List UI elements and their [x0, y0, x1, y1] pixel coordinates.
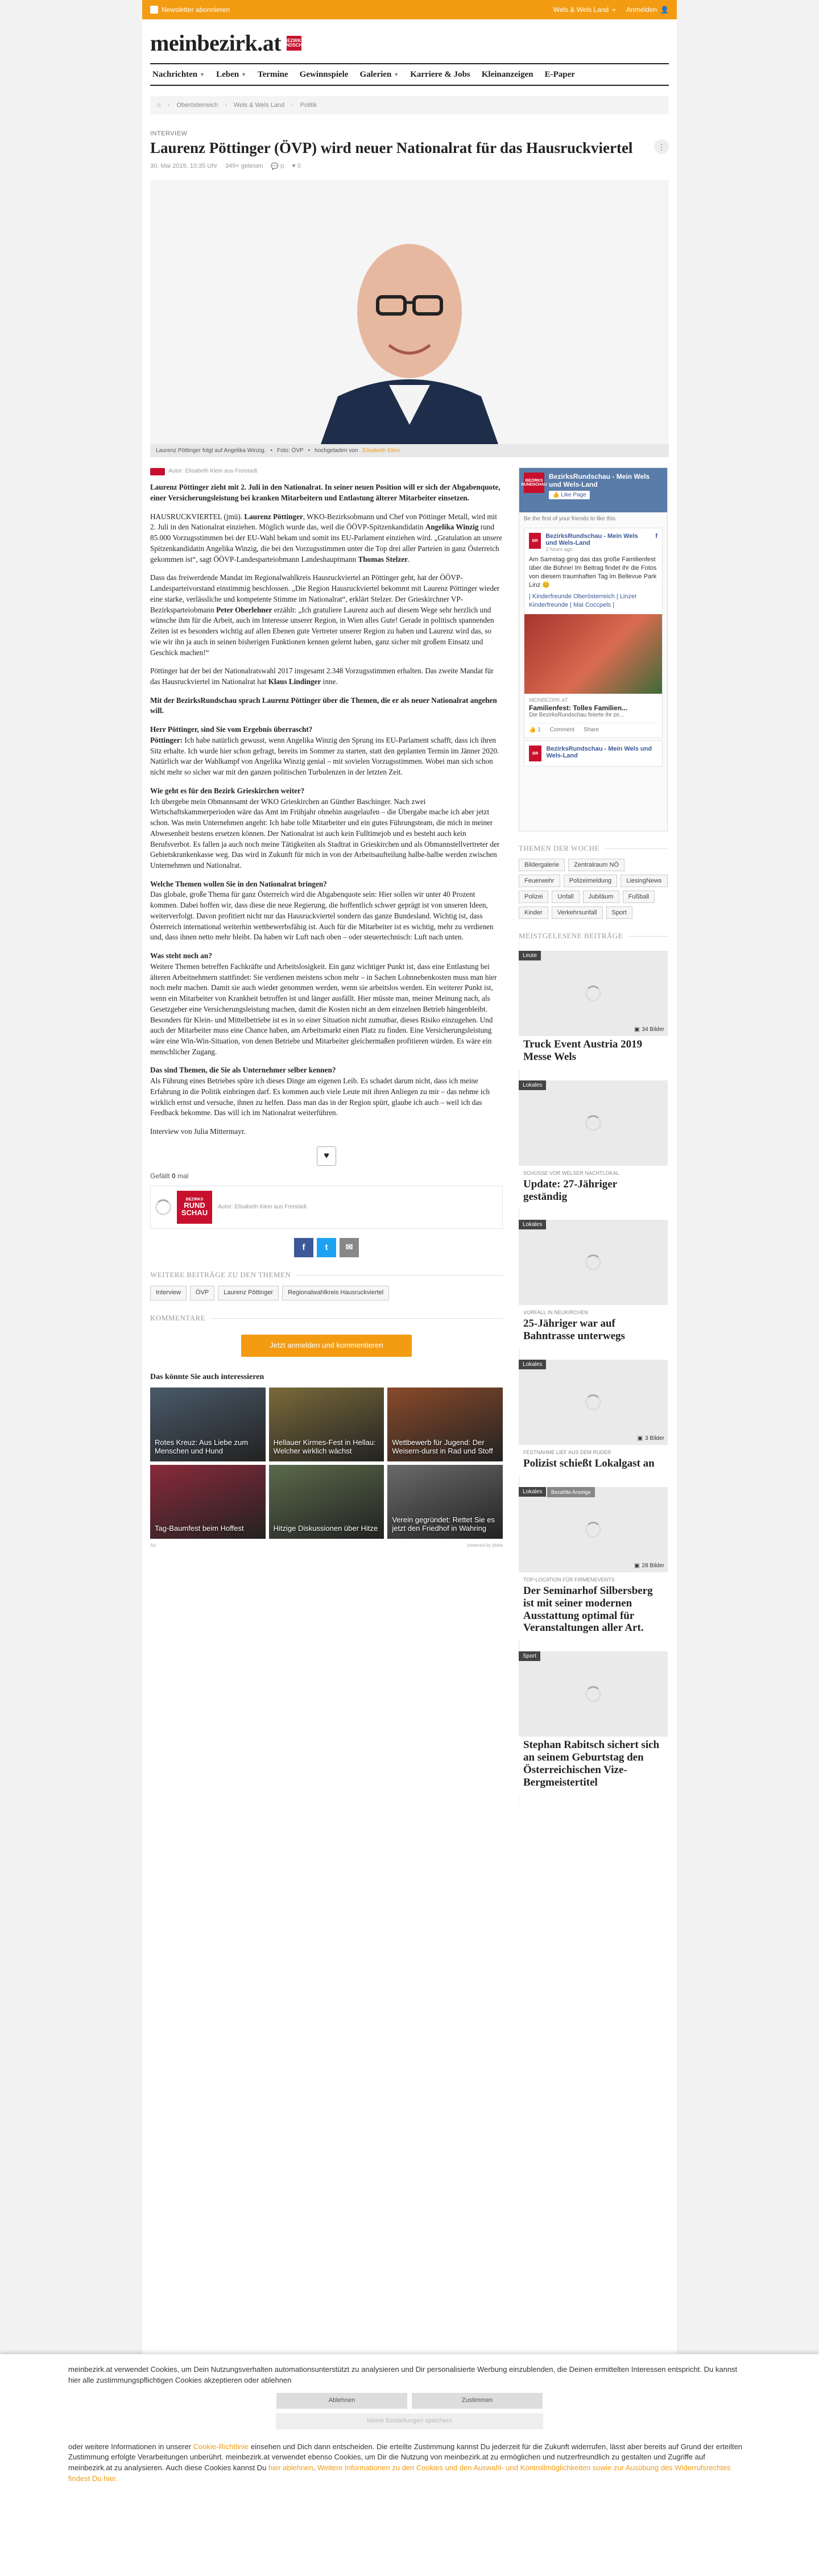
photo-count-label: 3 Bilder — [645, 1435, 664, 1442]
breadcrumb-item[interactable]: Oberösterreich — [176, 102, 218, 109]
nav-item-label: E-Paper — [544, 69, 575, 79]
themen-tags — [519, 859, 668, 919]
nav-item[interactable] — [359, 70, 399, 80]
cookie-details-text: oder weitere Informationen in unserer Cookie-Richtlinie einsehen und Dich dann entscheiden. Die erteilte Zustimmung kannst Du jederzeit für die Zukunft widerrufen, lässt aber bereits auf Grund der erteilten Zustimmung erfolgte Verarbeitungen unberührt. meinbezirk.at verwendet ebenso Cookies, um Dir die Nutzung von meinbezirk.at zu ermöglichen und nutzerfreundlich zu gestalten und Zugriffe auf meinbezirk.at zu analysieren. Auch diese Cookies kannst Du hier ablehnen. Weitere Informationen zu den Cookies und den Auswahl- und Kontrollmöglichkeiten sowie zur Ausübung des Widerrufsrechtes findest Du hier. — [68, 2442, 743, 2483]
share-buttons — [150, 1238, 503, 1257]
topic-tag[interactable]: Interview — [150, 1286, 187, 1301]
card-kicker: SCHÜSSE VOR WELSER NACHTLOKAL — [523, 1170, 619, 1176]
liked-count: Gefällt 0 mal — [150, 1171, 189, 1180]
login-link[interactable]: Anmelden 👤 — [626, 6, 669, 14]
image-loading-icon — [585, 1115, 601, 1131]
card-category-badge: Sport — [519, 1651, 540, 1661]
facebook-widget — [519, 467, 668, 831]
related-heading: WEITERE BEITRÄGE ZU DEN THEMEN — [150, 1270, 503, 1280]
recommendation-title: Hitzige Diskussionen über Hitze — [273, 1524, 378, 1533]
camera-icon: ▣ — [634, 1562, 640, 1569]
post-author[interactable]: BezirksRundschau - Mein Wels und Wels-Land — [546, 746, 652, 760]
mail-share-icon[interactable]: ✉ — [340, 1238, 359, 1257]
nav-item-label: Kleinanzeigen — [481, 69, 533, 79]
logo-badge: BEZIRKS RUNDSCHAU — [287, 36, 301, 51]
paragraph: HAUSRUCKVIERTEL (jmü). Laurenz Pöttinger, WKO-Bezirksobmann und Chef von Pöttinger Metall, wird mit 2. Juli in den Nationalrat einziehen. Möglich wurde das, weil die ÖÖVP-Spitzenkandidatin Angelika Winzig rund 85.000 Vorzugsstimmen bei der EU-Wahl bekam und somit ins EU-Parlament einziehen wird. „Gratulation an unsere Spitzenkandidatin Angelika Winzig, die bei den Vorzugsstimmen unter die Top drei aller Parteien in ganz Österreich gekommen ist“, sagt ÖÖVP-Landesparteiobmann Landeshauptmann Thomas Stelzer. — [150, 512, 502, 564]
user-icon: 👤 — [660, 6, 669, 14]
topic-tag[interactable]: Verkehrsunfall — [552, 906, 603, 919]
image-caption: Laurenz Pöttinger folgt auf Angelika Winzig. • Foto: ÖVP • hochgeladen von Elisabeth Klein — [150, 444, 669, 457]
image-loading-icon — [585, 1686, 601, 1702]
portrait-photo — [150, 180, 669, 444]
cookie-reject-button[interactable]: Ablehnen — [276, 2393, 407, 2409]
newsletter-link[interactable]: Newsletter abonnieren — [150, 6, 230, 14]
post-body: Am Samstag ging das das große Familienfest über die Bühne! Im Beitrag findet ihr die Fotos von diesem traumhaften Tag im Bellevue Park Linz 😊 — [529, 556, 657, 589]
ad-label: Ad — [150, 1542, 156, 1548]
cookie-banner — [0, 2354, 819, 2576]
chevron-down-icon: ▼ — [200, 72, 205, 77]
recommendation-tile[interactable] — [150, 1465, 266, 1539]
avatar-loading-icon — [155, 1199, 171, 1215]
interview-qa: Welche Themen wollen Sie in den Nationalrat bringen? Das globale, große Thema für ganz Österreich wird die Abgabenquote sein: Hier sollen wir unter 40 Prozent kommen. Dabei hoffen wir, dass diese die neue Regierung, die hoffentlich schwer geprägt ist von unseren Ideen, weiterverfolgt. Davon profitiert nicht nur das Hausruckviertel sondern das ganze Bundesland. Wichtig ist, dass Österreich international weiterhin wettbewerbsfähig ist. Auch für die Mitarbeiter ist es wichtig, mehr zu verdienen und, dass ihnen netto mehr bleibt. Da haben wir Luft nach oben – oder steuertechnisch: Luft nach unten. — [150, 879, 494, 942]
post-author[interactable]: BezirksRundschau - Mein Wels und Wels-Land — [545, 533, 638, 547]
cookie-policy-link[interactable]: Cookie-Richtlinie — [193, 2442, 249, 2451]
photo-count — [634, 1563, 664, 1569]
topic-tag[interactable]: Polizeimeldung — [564, 875, 618, 887]
sponsored-badge: Bezahlte Anzeige — [547, 1487, 595, 1497]
card-category-badge: Lokales — [519, 1080, 546, 1090]
interest-heading: Das könnte Sie auch interessieren — [150, 1372, 264, 1381]
topic-tag[interactable]: Laurenz Pöttinger — [218, 1286, 279, 1301]
facebook-icon: f — [655, 533, 657, 540]
camera-icon: ▣ — [637, 1435, 643, 1442]
interview-qa: Wie geht es für den Bezirk Grieskirchen weiter? Ich übergebe mein Obmannsamt der WKO Grieskirchen an Günther Baschinger. Nach zwei Wirtschaftskammerperioden wäre das Amt im Frühjahr ohnehin ausgelaufen – die Übergabe mache ich aber jetzt schon. Was mein Unternehmen angeht: Ich habe tolle Mitarbeiter und ein gutes Führungsteam, die mich in meiner Abwesenheit bestens ersetzen können. Der Nationalrat ist auch kein Fulltimejob und es besteht auch kein Berufsverbot. Es fallen ja auch noch meine Tätigkeiten als Stadtrat in Grieskirchen und als Obmannstellvertreter der Gebietskrankenkasse weg. Das wird in Zukunft für mich in von der Arbeitsaufteilung halbe-halbe werden zwischen Unternehmen und Nationalrat. — [150, 786, 500, 869]
image-loading-icon — [585, 1254, 601, 1270]
topic-tag[interactable]: Feuerwehr — [519, 875, 560, 887]
interview-qa: Herr Pöttinger, sind Sie vom Ergebnis überrascht? Pöttinger: Ich habe natürlich gewusst, wenn Angelika Winzig den Sprung ins EU-Parlament schafft, dass ich ihren Sitz erhalte. Ich wurde hier schon gefragt, bereits im Sommer zu starten, statt den geplanten Termin im Jänner 2020. Natürlich war der Wahlkampf von Angelika Winzig genial – mit sovielen Vorzugsstimmen. Wobei man sich schon nicht mehr so sicher war mit den ganzen politischen Turbulenzen in der letzten Zeit. — [150, 725, 499, 777]
article-title: Laurenz Pöttinger (ÖVP) wird neuer Nationalrat für das Hausruckviertel — [150, 139, 633, 156]
article-views: 349× gelesen — [225, 163, 263, 170]
topic-tag[interactable]: Bildergalerie — [519, 859, 565, 871]
interview-credit: Interview von Julia Mittermayr. — [150, 1127, 246, 1136]
nav-item[interactable] — [482, 70, 533, 80]
cookie-info-link[interactable]: Weitere Informationen zu den Cookies und den Auswahl- und Kontrollmöglichkeiten sowie zur Ausübung des Widerrufsrechtes findest Du hier. — [68, 2463, 731, 2483]
topic-tag[interactable]: ÖVP — [190, 1286, 214, 1301]
post-time: 2 hours ago — [545, 546, 573, 553]
nav-item[interactable] — [300, 70, 349, 80]
paragraph: Pöttinger hat der bei der Nationalratswahl 2017 insgesamt 2.348 Vorzugsstimmen erhalten. Das zweite Mandat für das Hausruckviertel im Nationalrat hat Klaus Lindinger inne. — [150, 666, 494, 686]
post-image[interactable] — [524, 614, 662, 694]
meistgelesen-heading: MEISTGELESENE BEITRÄGE — [519, 931, 668, 941]
breadcrumb-item[interactable]: Wels & Wels Land — [233, 102, 285, 109]
hero-image[interactable] — [150, 180, 669, 444]
topic-tag[interactable]: Unfall — [552, 891, 579, 903]
card-image — [519, 1360, 668, 1445]
card-kicker: TOP-LOCATION FÜR FIRMENEVENTS — [523, 1576, 615, 1583]
card-title: Polizist schießt Lokalgast an — [523, 1457, 655, 1470]
photo-count-label: 28 Bilder — [642, 1562, 664, 1569]
post-share-button[interactable]: Share — [584, 727, 599, 734]
topic-tag[interactable]: Zentralraum NÖ — [568, 859, 624, 871]
recommendation-tile[interactable] — [150, 1388, 266, 1461]
heart-icon: ♥ — [292, 163, 296, 170]
facebook-share-icon[interactable]: f — [294, 1238, 313, 1257]
twitter-share-icon[interactable]: t — [317, 1238, 336, 1257]
most-read-card[interactable] — [519, 1349, 668, 1487]
like-count[interactable]: ♥ 0 — [292, 163, 301, 170]
image-loading-icon — [585, 985, 601, 1001]
site-logo[interactable] — [142, 19, 677, 63]
most-read-list — [519, 941, 668, 1806]
card-kicker: FESTNAHME LIEF AUS DEM RUDER — [523, 1449, 611, 1456]
post-avatar[interactable]: BR — [529, 533, 541, 549]
breadcrumb: ⌂ › Oberösterreich › Wels & Wels Land › Politik — [150, 96, 669, 114]
recommendation-title: Wettbewerb für Jugend: Der Weisern-durst in Rad und Stoff — [392, 1438, 493, 1456]
topic-tag[interactable]: Jubiläum — [583, 891, 619, 903]
facebook-friends-text: Be the first of your friends to like this — [524, 516, 616, 523]
most-read-card[interactable] — [519, 1641, 668, 1805]
logo-text: meinbezirk.at — [150, 30, 282, 56]
nav-item[interactable] — [410, 70, 470, 80]
comment-icon: 💬 — [271, 163, 279, 171]
card-title: Update: 27-Jähriger geständig — [523, 1178, 617, 1203]
article-meta — [150, 163, 669, 170]
author-line: Autor: Elisabeth Klein aus Freistadt — [150, 467, 503, 475]
recommendation-title: Rotes Kreuz: Aus Liebe zum Menschen und Hund — [155, 1438, 249, 1456]
facebook-page-name[interactable]: BezirksRundschau - Mein Wels und Wels-Land — [549, 473, 650, 489]
image-loading-icon — [585, 1394, 601, 1410]
nav-item-label: Gewinnspiele — [299, 69, 349, 79]
post-hashtags[interactable]: | Kinderfreunde Oberösterreich | Linzer Kinderfreunde | Mai Coccpels | — [529, 593, 637, 609]
card-title: Stephan Rabitsch sichert sich an seinem Geburtstag den Österreichischen Vize-Bergmeistertitel — [523, 1739, 660, 1788]
photo-count — [634, 1026, 664, 1033]
author-box[interactable]: BEZIRKS RUND SCHAU Autor: Elisabeth Klein aus Freistadt — [150, 1186, 503, 1229]
recommendation-tile[interactable] — [269, 1465, 384, 1539]
breadcrumb-item[interactable]: Politik — [300, 102, 317, 109]
sidebar — [519, 467, 668, 1806]
comment-count[interactable]: 💬 0 — [271, 163, 284, 171]
paragraph: Dass das freiwerdende Mandat im Regionalwahlkreis Hausruckviertel an Pöttinger geht, hat der ÖÖVP-Landesparteivorstand einstimmig beschlossen. „Die Region Hausruckviertel bekommt mit Laurenz Pöttinger wieder eine starke, verlässliche und kompetente Stimme im Nationalrat“, erklärt Stelzer. Der Grieskirchner VP-Bezirksparteiobmann Peter Oberlehner erzählt: „Ich gratuliere Laurenz auch auf diesem Wege sehr herzlich und wünsche ihm für die Arbeit, auch im Interesse unserer Region, in Wien alles Gute! Gerade in politisch spannenden Zeiten ist es besonders wichtig auf allen Ebenen gute Vertreter unserer Region zu haben und Laurenz wird das, so wie wir ihn ja auch in seinen bisherigen Funktionen kennen gelernt haben, ganz sicher mit großem Einsatz und Geschick machen!“ — [150, 573, 500, 657]
recommendation-title: Verein gegründet: Rettet Sie es jetzt den Friedhof in Wahring — [392, 1515, 495, 1533]
nav-item[interactable] — [258, 70, 288, 80]
chevron-down-icon: ▼ — [241, 72, 247, 77]
recommendation-title: Hellauer Kirmes-Fest in Hellau: Welcher wirklich wächst — [273, 1438, 376, 1456]
location-pin-icon: ⌖ — [612, 5, 616, 14]
facebook-page-logo[interactable]: BEZIRKS RUNDSCHAU — [524, 473, 544, 493]
brand-mini-logo — [150, 468, 165, 475]
top-bar — [142, 0, 677, 19]
login-comment-button[interactable]: Jetzt anmelden und kommentieren — [241, 1335, 412, 1356]
most-read-card[interactable] — [519, 1070, 668, 1220]
article-lead: Laurenz Pöttinger zieht mit 2. Juli in den Nationalrat. In seiner neuen Position will er sich der Abgabenquote, einer Versicherungsleistung bei kranken Mitarbeitern und Entlastung älterer Mitarbeiter einsetzen. — [150, 483, 500, 502]
cookie-reject-link[interactable]: hier ablehnen — [268, 2463, 313, 2473]
post-avatar[interactable]: BR — [529, 746, 541, 761]
nav-item[interactable] — [216, 70, 246, 80]
nav-item-label: Galerien — [359, 69, 392, 79]
article — [142, 130, 677, 1806]
most-read-card[interactable] — [519, 1476, 668, 1651]
most-read-card[interactable] — [519, 940, 668, 1080]
mail-icon — [150, 6, 158, 14]
post-url: MEINBEZIRK.AT — [529, 697, 568, 703]
card-category-badge: Lokales — [519, 1360, 546, 1369]
more-options-icon[interactable]: ⋮ — [654, 139, 669, 154]
main-nav — [150, 63, 669, 86]
like-heart-button[interactable]: ♥ — [317, 1146, 336, 1166]
card-category-badge: Lokales — [519, 1220, 546, 1229]
card-kicker: VORFALL IN NEUKIRCHEN — [523, 1310, 588, 1316]
caption-author-link[interactable]: Elisabeth Klein — [362, 448, 400, 454]
recommendation-title: Tag-Baumfest beim Hoffest — [155, 1524, 244, 1533]
card-image — [519, 1080, 668, 1166]
post-link-desc: Die BezirksRundschau feierte ihr ze... — [529, 712, 624, 719]
paragraph: Mit der BezirksRundschau sprach Laurenz Pöttinger über die Themen, die er als neuer Nationalrat angehen will. — [150, 695, 497, 715]
facebook-like-page-button[interactable]: 👍 Like Page — [549, 491, 590, 499]
article-kicker: INTERVIEW — [150, 130, 188, 137]
nav-item-label: Karriere & Jobs — [410, 69, 470, 79]
card-image — [519, 951, 668, 1036]
home-icon[interactable]: ⌂ — [157, 102, 161, 109]
most-read-card[interactable] — [519, 1209, 668, 1360]
card-image — [519, 1487, 668, 1572]
recommendation-grid — [150, 1388, 503, 1539]
image-loading-icon — [585, 1522, 601, 1538]
recommendation-tile[interactable] — [387, 1465, 503, 1539]
card-image — [519, 1651, 668, 1737]
page — [142, 0, 677, 2576]
recommendation-tile[interactable] — [269, 1388, 384, 1461]
topic-tag[interactable]: Fußball — [623, 891, 655, 903]
themen-heading: THEMEN DER WOCHE — [519, 844, 668, 853]
post-like-button[interactable]: 👍 1 — [529, 727, 541, 734]
card-title: 25-Jähriger war auf Bahntrasse unterwegs — [523, 1318, 625, 1343]
topic-tag[interactable]: Polizei — [519, 891, 548, 903]
camera-icon: ▣ — [634, 1026, 640, 1033]
nav-item-label: Termine — [258, 69, 288, 79]
related-tags — [150, 1286, 503, 1301]
topic-tag[interactable]: LiesingNews — [621, 875, 667, 887]
nav-item-label: Nachrichten — [152, 69, 198, 79]
topic-tag[interactable]: Kinder — [519, 906, 548, 919]
cookie-text: meinbezirk.at verwendet Cookies, um Dein Nutzungsverhalten automationsunterstützt zu analysieren und Dir personalisierte Werbung einzublenden, die Deinen ermittelten Interessen entspricht. Du kannst hier alle zustimmungspflichtigen Cookies akzeptieren oder ablehnen — [68, 2365, 738, 2384]
card-category-badge: Lokales — [519, 1487, 546, 1497]
card-title: Der Seminarhof Silbersberg ist mit seiner modernen Ausstattung optimal für Veranstaltungen aller Art. — [523, 1584, 653, 1634]
facebook-post — [524, 740, 663, 767]
topic-tag[interactable]: Sport — [606, 906, 632, 919]
photo-count — [638, 1435, 664, 1442]
facebook-post — [524, 528, 663, 738]
article-date: 30. Mai 2019, 10:35 Uhr — [150, 163, 218, 170]
chevron-down-icon: ▼ — [394, 72, 399, 77]
interview-qa: Das sind Themen, die Sie als Unternehmer selber kennen? Als Führung eines Betriebes spüre ich dieses Dinge am eigenen Leib. Es schadet darum nicht, dass ich meine Erfahrung in die Politik einbringen darf. Es kommen auch viele Leute mit ihren Anliegen zu mir – das nehme ich wirklich ernst und versuche, ihnen zu helfen. Dass man das in der Region spürt, glaube ich auch – weil ich das Feedback bekomme. Das will ich im Nationalrat weiterführen. — [150, 1066, 490, 1117]
rundschau-logo: BEZIRKS RUND SCHAU — [177, 1191, 212, 1224]
photo-count-label: 34 Bilder — [642, 1026, 664, 1033]
interview-qa: Was steht noch an? Weitere Themen betreffen Fachkräfte und Arbeitslosigkeit. Ein ganz wichtiger Punkt ist, dass eine Entlastung bei älteren Arbeitnehmern stattfindet: Sie verdienen meistens schon mehr – in Sachen Lohnnebenkosten muss man hier noch mehr machen. Damit sie auch wieder genommen werden, wenn sie arbeitslos werden. Ein weiterer Punkt ist, wenn ein Mitarbeiter von Krankheit betroffen ist und länger ausfällt. Hier müsste man, meiner Meinung nach, als Gesetzgeber eine Versicherungsleistung machen, damit die Kosten nicht an dem einzelnen Betrieb hängenbleibt. Besonders für Klein- und Mittelbetriebe ist es in so einer Situation nicht zumutbar, dieses Risiko einzugehen. Und auch der Mitarbeiter muss eine Chance haben, am Arbeitsmarkt einen Platz zu finden. Eine Versicherungsleistung wäre eine Win-Win-Situation, von denen Betriebe und Mitarbeiter gleichermaßen profitieren würden. Es wäre ein menschlicher Zugang. — [150, 951, 497, 1056]
cookie-accept-button[interactable]: Zustimmen — [412, 2393, 543, 2409]
card-category-badge: Leute — [519, 951, 541, 960]
comments-heading: KOMMENTARE — [150, 1313, 503, 1323]
region-selector[interactable]: Wels & Wels Land ⌖ — [553, 5, 616, 14]
card-image — [519, 1220, 668, 1305]
nav-item[interactable] — [152, 70, 205, 80]
card-title: Truck Event Austria 2019 Messe Wels — [523, 1038, 643, 1063]
nav-item[interactable] — [545, 70, 575, 80]
plista-label: powered by plista — [467, 1542, 503, 1548]
cookie-save-settings-button[interactable]: Meine Einstellungen speichern — [276, 2413, 543, 2429]
post-comment-button[interactable]: Comment — [549, 727, 575, 734]
post-link-title[interactable]: Familienfest: Tolles Familien... — [529, 704, 628, 713]
recommendation-tile[interactable] — [387, 1388, 503, 1461]
topic-tag[interactable]: Regionalwahlkreis Hausruckviertel — [282, 1286, 389, 1301]
nav-item-label: Leben — [216, 69, 239, 79]
article-body — [150, 467, 503, 1806]
